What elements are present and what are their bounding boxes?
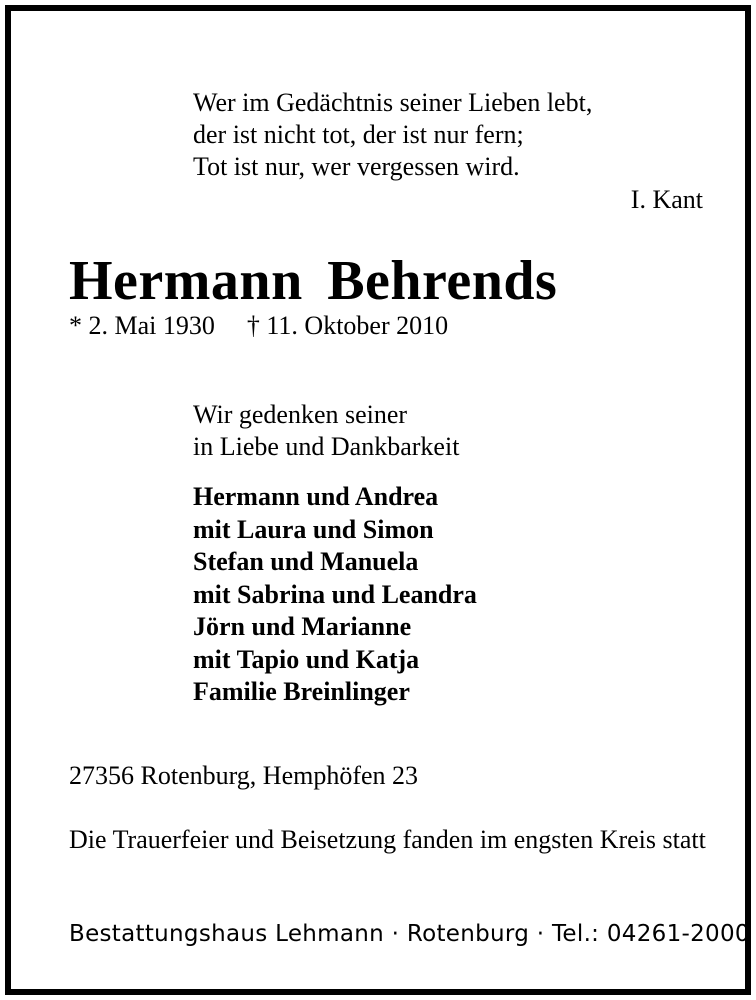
funeral-home-footer: Bestattungshaus Lehmann · Rotenburg · Tel.: 04261-2000 bbox=[69, 921, 750, 947]
deceased-name: Hermann Behrends bbox=[69, 250, 558, 312]
birth-date: * 2. Mai 1930 bbox=[69, 311, 215, 340]
quote-line: Wer im Gedächtnis seiner Lieben lebt, bbox=[193, 88, 593, 117]
memorial-quote bbox=[193, 87, 592, 183]
memorial-line: Wir gedenken seiner bbox=[193, 400, 408, 429]
life-dates bbox=[69, 310, 448, 342]
family-line: mit Sabrina und Leandra bbox=[193, 579, 477, 609]
family-line: Stefan und Manuela bbox=[193, 547, 419, 576]
quote-author: I. Kant bbox=[630, 185, 703, 214]
quote-line: Tot ist nur, wer vergessen wird. bbox=[193, 152, 520, 181]
family-line: Hermann und Andrea bbox=[193, 482, 439, 511]
memorial-line: in Liebe und Dankbarkeit bbox=[193, 432, 460, 461]
death-date: † 11. Oktober 2010 bbox=[246, 311, 449, 340]
family-line: Jörn und Marianne bbox=[193, 612, 412, 641]
address: 27356 Rotenburg, Hemphöfen 23 bbox=[69, 761, 419, 790]
family-list bbox=[193, 481, 477, 709]
ceremony-note: Die Trauerfeier und Beisetzung fanden im engsten Kreis statt bbox=[69, 825, 706, 854]
memorial-text bbox=[193, 399, 459, 463]
family-line: mit Tapio und Katja bbox=[193, 644, 420, 674]
family-line: mit Laura und Simon bbox=[193, 514, 434, 544]
family-line: Familie Breinlinger bbox=[193, 677, 410, 706]
obituary-notice bbox=[5, 5, 751, 995]
quote-line: der ist nicht tot, der ist nur fern; bbox=[193, 120, 524, 149]
